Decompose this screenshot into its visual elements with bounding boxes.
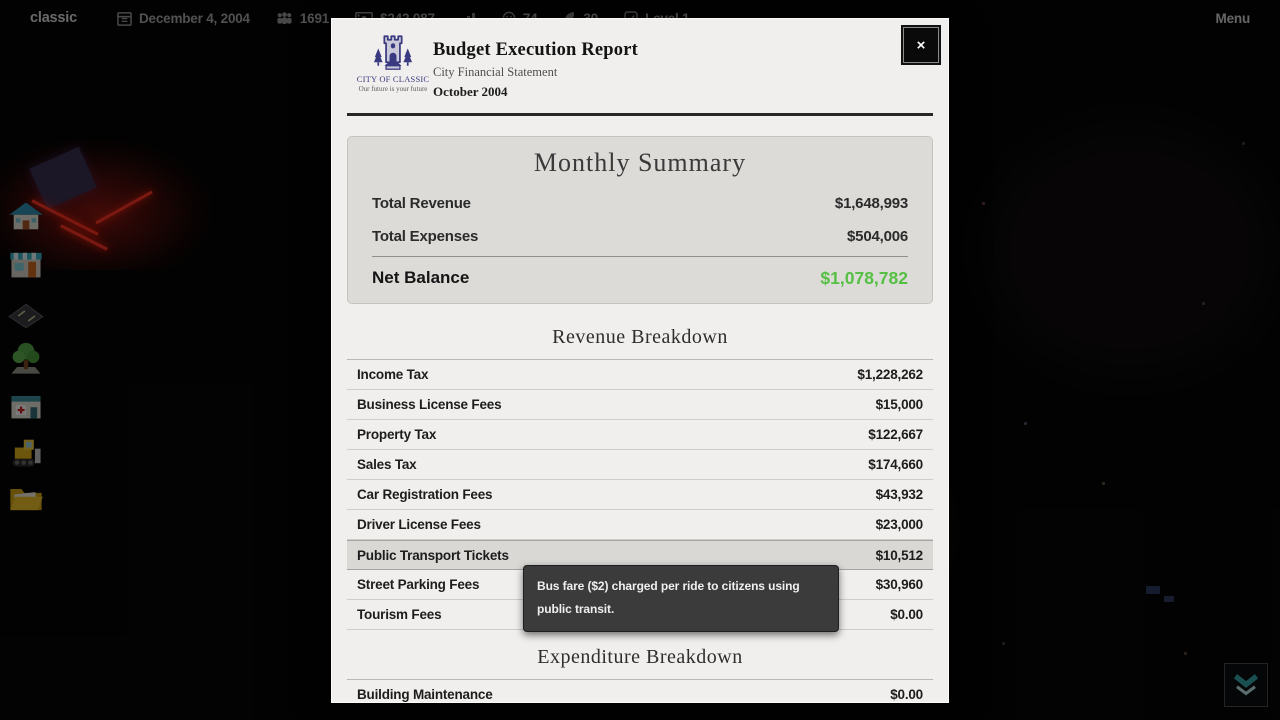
modal-header (331, 18, 949, 114)
row-label: Business License Fees (357, 397, 502, 412)
close-button[interactable] (901, 25, 941, 65)
header-divider (347, 113, 933, 116)
report-title: Budget Execution Report (433, 40, 639, 60)
table-row[interactable] (347, 450, 933, 480)
row-label: Driver License Fees (357, 517, 481, 532)
table-row (348, 220, 932, 253)
table-row[interactable] (347, 390, 933, 420)
row-label: Tourism Fees (357, 607, 442, 622)
row-value: $122,667 (868, 427, 923, 442)
row-value: $43,932 (875, 487, 923, 502)
close-icon: × (916, 36, 926, 54)
row-value: $30,960 (875, 577, 923, 592)
table-row[interactable] (347, 360, 933, 390)
monthly-summary-panel (347, 136, 933, 304)
row-value: $0.00 (890, 687, 923, 702)
row-label: Public Transport Tickets (357, 547, 509, 563)
row-value: $0.00 (890, 607, 923, 622)
expenditure-section-title: Expenditure Breakdown (347, 630, 933, 680)
row-label: Street Parking Fees (357, 577, 480, 592)
table-row[interactable] (347, 510, 933, 540)
table-row[interactable] (347, 420, 933, 450)
row-value: $15,000 (875, 397, 923, 412)
net-balance-label: Net Balance (372, 268, 470, 287)
city-logo-motto: Our future is your future (358, 85, 428, 93)
row-label: Building Maintenance (357, 687, 493, 702)
table-row[interactable] (347, 680, 933, 703)
breakdown-content (347, 318, 933, 703)
table-row[interactable] (347, 480, 933, 510)
row-label: Property Tax (357, 427, 437, 442)
row-label: Total Expenses (372, 228, 479, 245)
row-value: $10,512 (875, 547, 923, 563)
revenue-section-title: Revenue Breakdown (347, 318, 933, 360)
row-label: Total Revenue (372, 195, 471, 212)
net-balance-value: $1,078,782 (820, 267, 908, 288)
net-balance-row (372, 256, 908, 299)
row-label: Income Tax (357, 367, 429, 382)
row-value: $174,660 (868, 457, 923, 472)
report-title-block (433, 40, 638, 100)
table-row (348, 187, 932, 220)
city-logo-name: CITY OF CLASSIC (356, 74, 430, 84)
expenditure-rows (347, 680, 933, 703)
city-logo (351, 29, 435, 93)
row-tooltip: Bus fare ($2) charged per ride to citizens using public transit. (523, 565, 839, 632)
row-label: Sales Tax (357, 457, 417, 472)
row-value: $1,648,993 (834, 195, 908, 212)
summary-rows (348, 187, 932, 253)
castle-logo-icon (351, 29, 435, 73)
report-subtitle: City Financial Statement (433, 65, 558, 79)
summary-title: Monthly Summary (533, 148, 747, 177)
row-value: $23,000 (875, 517, 923, 532)
row-value: $504,006 (847, 228, 908, 245)
row-label: Car Registration Fees (357, 487, 493, 502)
row-value: $1,228,262 (857, 367, 923, 382)
report-period: October 2004 (433, 84, 508, 99)
